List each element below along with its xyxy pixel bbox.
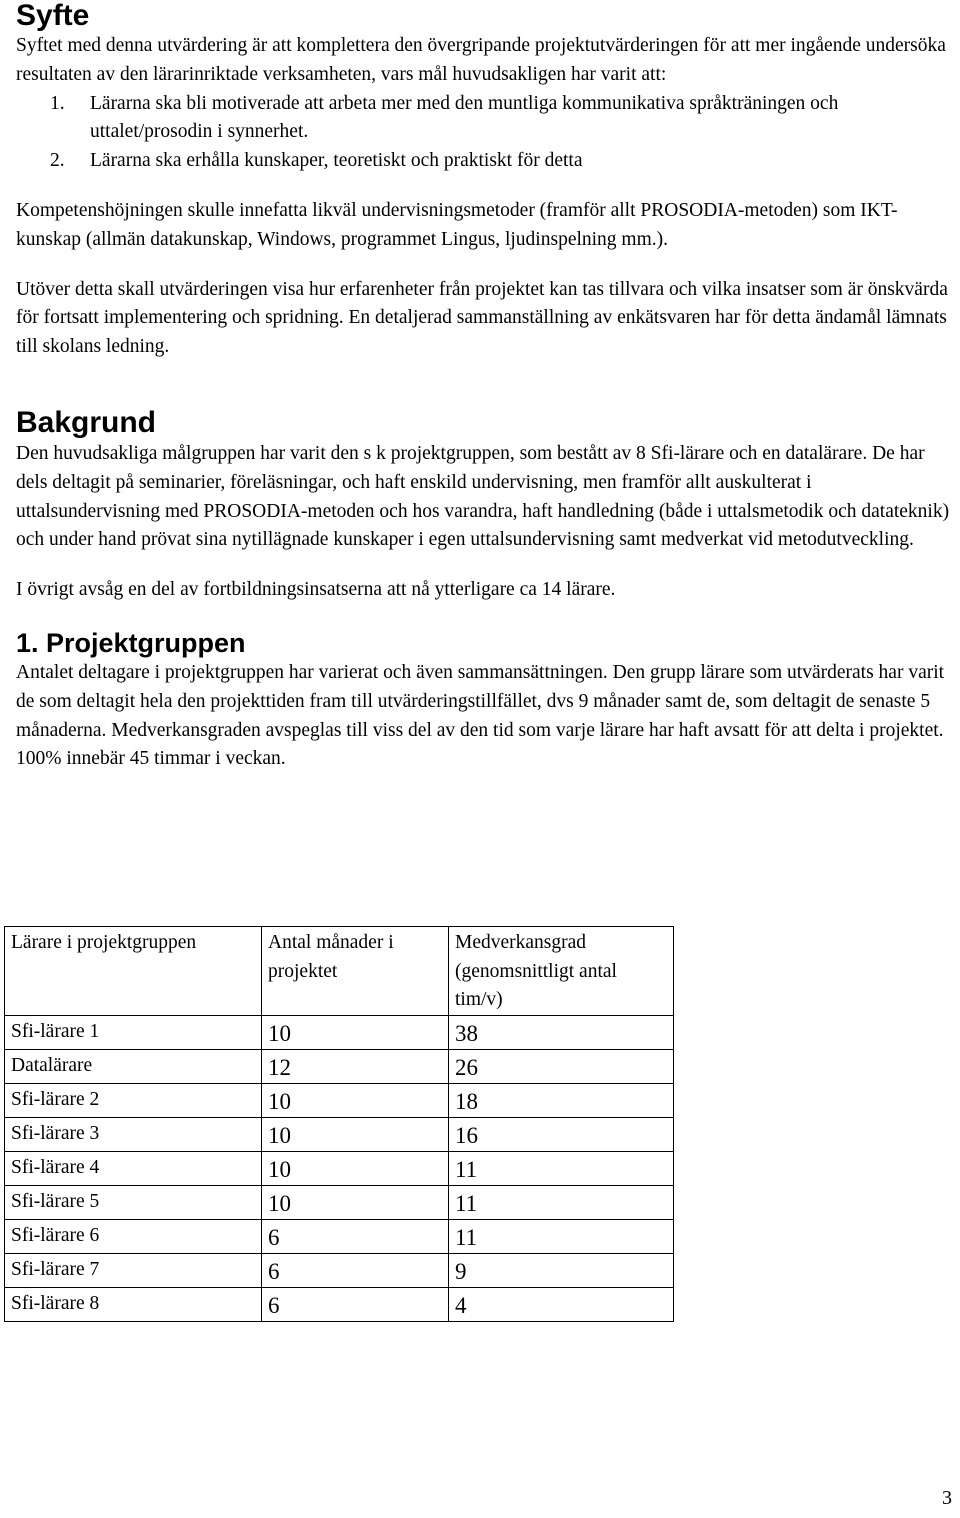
table-row — [5, 1287, 674, 1321]
cell-participation: 38 — [449, 1015, 674, 1049]
table-row — [5, 1083, 674, 1117]
cell-teacher: Sfi-lärare 6 — [5, 1219, 262, 1253]
cell-teacher: Sfi-lärare 2 — [5, 1083, 262, 1117]
cell-teacher: Sfi-lärare 8 — [5, 1287, 262, 1321]
syfte-paragraph-evaluation: Utöver detta skall utvärderingen visa hur erfarenheter från projektet kan tas tillvara och vilka insatser som är önskvärda för fortsatt implementering och spridning. En detaljerad sammanställning av enkätsvaren har för detta ändamål lämnats till skolans ledning. — [16, 278, 948, 358]
cell-participation: 4 — [449, 1287, 674, 1321]
list-item-text: Lärarna ska bli motiverade att arbeta mer med den muntliga kommunikativa språkträningen och uttalet/prosodin i synnerhet. — [90, 92, 839, 143]
list-item-text: Lärarna ska erhålla kunskaper, teoretiskt och praktiskt för detta — [90, 150, 583, 172]
list-item-number: 2. — [50, 150, 65, 172]
bakgrund-paragraph-other: I övrigt avsåg en del av fortbildningsinsatserna att nå ytterligare ca 14 lärare. — [16, 579, 616, 601]
table-row — [5, 1015, 674, 1049]
cell-participation: 18 — [449, 1083, 674, 1117]
cell-teacher: Sfi-lärare 4 — [5, 1151, 262, 1185]
cell-months: 12 — [262, 1049, 449, 1083]
cell-months: 10 — [262, 1151, 449, 1185]
cell-months: 10 — [262, 1015, 449, 1049]
cell-teacher: Sfi-lärare 7 — [5, 1253, 262, 1287]
cell-teacher: Sfi-lärare 3 — [5, 1117, 262, 1151]
heading-bakgrund: Bakgrund — [16, 405, 157, 439]
cell-months: 10 — [262, 1083, 449, 1117]
column-header-participation: Medverkansgrad (genomsnittligt antal tim/v) — [449, 927, 674, 1016]
teacher-participation-table — [4, 926, 674, 1322]
table-row — [5, 1253, 674, 1287]
cell-months: 10 — [262, 1185, 449, 1219]
document-page — [16, 0, 956, 774]
cell-months: 6 — [262, 1253, 449, 1287]
syfte-intro: Syftet med denna utvärdering är att komplettera den övergripande projektutvärderingen för att mer ingående undersöka resultaten av den lärarinriktade verksamheten, vars mål huvudsakligen har varit att: — [16, 35, 946, 85]
cell-participation: 11 — [449, 1219, 674, 1253]
syfte-paragraph-competence: Kompetenshöjningen skulle innefatta likväl undervisningsmetoder (framför allt PROSODIA-metoden) som IKT-kunskap (allmän datakunskap, Windows, programmet Lingus, ljudinspelning mm.). — [16, 199, 898, 250]
bakgrund-paragraph-target-group: Den huvudsakliga målgruppen har varit den s k projektgruppen, som bestått av 8 Sfi-lärare och en datalärare. De har dels deltagit på seminarier, föreläsningar, och haft enskild undervisning, men framför allt auskulterat i uttalsundervisning med PROSODIA-metoden och hos varandra, haft handledning (både i uttalsmetodik och datateknik) och under hand prövat sina nytillägnade kunskaper i egen uttalsundervisning samt medverkat vid metodutveckling. — [16, 442, 950, 551]
table-row — [5, 1219, 674, 1253]
table-row — [5, 1151, 674, 1185]
table-row — [5, 1117, 674, 1151]
table-row — [5, 1049, 674, 1083]
heading-syfte: Syfte — [16, 0, 90, 32]
list-item-number: 1. — [50, 92, 65, 114]
cell-months: 6 — [262, 1287, 449, 1321]
cell-participation: 16 — [449, 1117, 674, 1151]
projektgruppen-paragraph: Antalet deltagare i projektgruppen har varierat och även sammansättningen. Den grupp lärare som utvärderats har varit de som deltagit hela den projekttiden fram till utvärderingstillfället, dvs 9 månader samt de, som deltagit de senaste 5 månaderna. Medverkansgraden avspeglas till viss del av den tid som varje lärare har haft avsatt för att delta i projektet. 100% innebär 45 timmar i veckan. — [16, 661, 945, 770]
list-item — [16, 90, 956, 148]
page-number: 3 — [942, 1487, 952, 1509]
column-header-months: Antal månader i projektet — [262, 927, 449, 1016]
cell-teacher: Sfi-lärare 5 — [5, 1185, 262, 1219]
cell-participation: 26 — [449, 1049, 674, 1083]
cell-participation: 11 — [449, 1185, 674, 1219]
list-item — [16, 147, 956, 176]
cell-teacher: Sfi-lärare 1 — [5, 1015, 262, 1049]
table-header-row — [5, 927, 674, 1016]
cell-participation: 11 — [449, 1151, 674, 1185]
cell-teacher: Datalärare — [5, 1049, 262, 1083]
heading-projektgruppen: 1. Projektgruppen — [16, 627, 246, 658]
cell-months: 6 — [262, 1219, 449, 1253]
column-header-teacher: Lärare i projektgruppen — [5, 927, 262, 1016]
goals-list — [16, 90, 956, 176]
cell-participation: 9 — [449, 1253, 674, 1287]
cell-months: 10 — [262, 1117, 449, 1151]
table-row — [5, 1185, 674, 1219]
